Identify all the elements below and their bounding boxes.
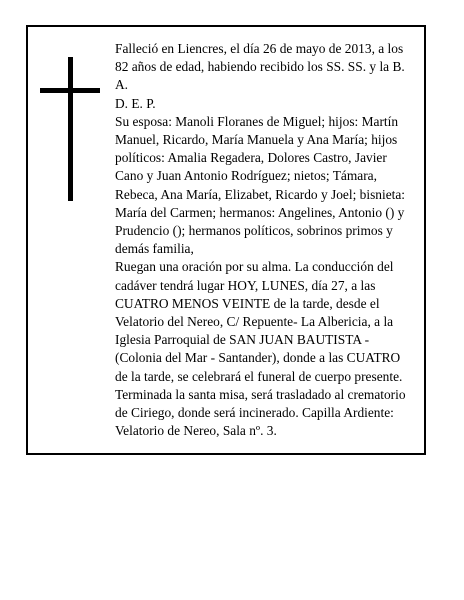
death-announcement: Falleció en Liencres, el día 26 de mayo de 2013, a los 82 años de edad, habiendo recibido los SS. SS. y la B. A. — [115, 41, 405, 93]
cross-vertical-bar — [68, 57, 73, 201]
obituary-notice — [26, 25, 426, 455]
family-list: Su esposa: Manoli Floranes de Miguel; hijos: Martín Manuel, Ricardo, María Manuela y Ana María; hijos políticos: Amalia Regadera, Dolores Castro, Javier Cano y Juan Antonio Rodríguez; nietos; Támara, Rebeca, Ana María, Elizabet, Ricardo y Joel; bisnieta: María del Carmen; hermanos: Angelines, Antonio () y Prudencio (); hermanos políticos, sobrinos primos y demás familia, — [115, 113, 406, 257]
funeral-details: Ruegan una oración por su alma. La conducción del cadáver tendrá lugar HOY, LUNES, día 27, a las CUATRO MENOS VEINTE de la tarde, desde el Velatorio del Nereo, C/ Repuente- La Albericia, a la Iglesia Parroquial de SAN JUAN BAUTISTA - (Colonia del Mar - Santander), donde a las CUATRO de la tarde, se celebrará el funeral de cuerpo presente. Terminada la santa misa, será trasladado al crematorio de Ciriego, donde será incinerado. Capilla Ardiente: Velatorio de Nereo, Sala nº. 3. — [115, 259, 406, 439]
cross-horizontal-bar — [40, 88, 100, 93]
cross-icon — [40, 57, 100, 201]
notice-text — [115, 40, 415, 440]
rip-line: D. E. P. — [115, 95, 156, 111]
